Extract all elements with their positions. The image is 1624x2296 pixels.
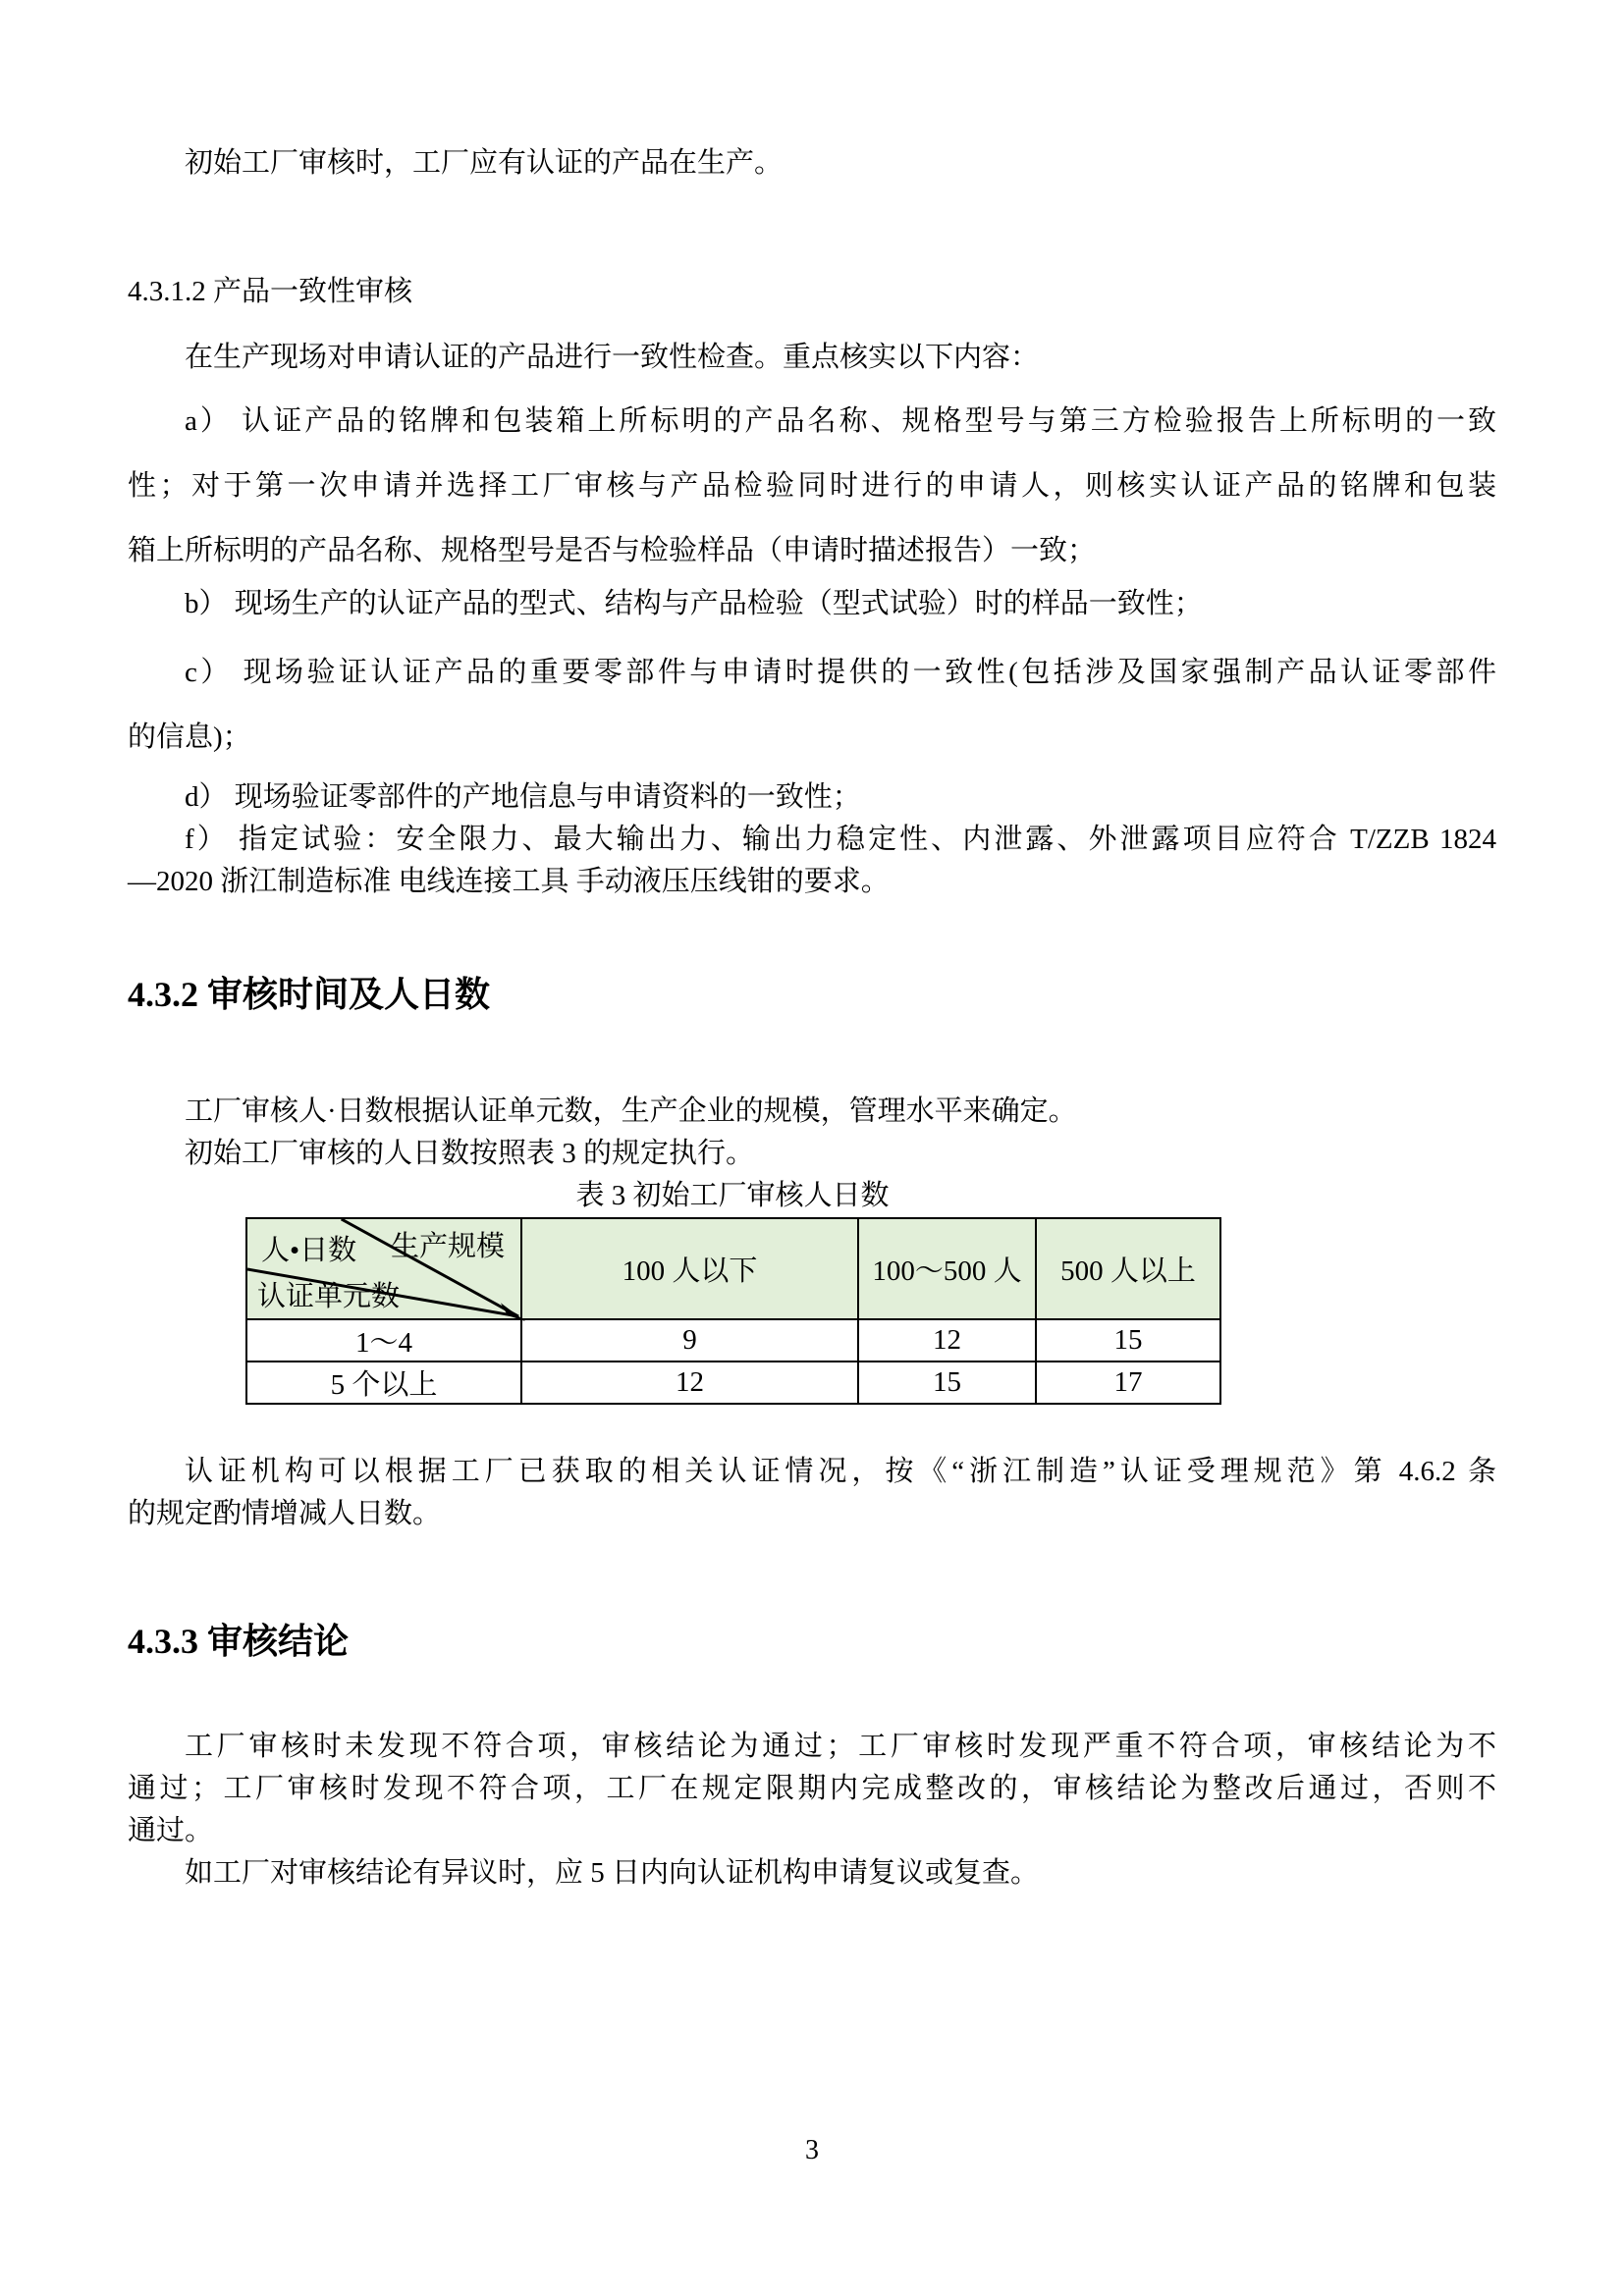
table-row (246, 1319, 1220, 1362)
paragraph-line: 如工厂对审核结论有异议时，应 5 日内向认证机构申请复议或复查。 (185, 1857, 1040, 1889)
column-header: 500 人以上 (1036, 1218, 1220, 1319)
table-cell: 12 (521, 1362, 858, 1404)
section-heading-4-3-1-2: 4.3.1.2 产品一致性审核 (128, 276, 413, 307)
paragraph-item-b: b） 现场生产的认证产品的型式、结构与产品检验（型式试验）时的样品一致性； (185, 588, 1203, 619)
paragraph-line: 工厂审核人·日数根据认证单元数，生产企业的规模，管理水平来确定。 (185, 1095, 1077, 1127)
table-caption: 表 3 初始工厂审核人日数 (575, 1180, 890, 1211)
paragraph-line: 通过。 (128, 1815, 214, 1846)
paragraph-line: f） 指定试验：安全限力、最大输出力、输出力稳定性、内泄露、外泄露项目应符合 T/ZZB 1824 (185, 824, 1496, 855)
section-heading-4-3-3: 4.3.3 审核结论 (128, 1622, 350, 1661)
paragraph-line: c） 现场验证认证产品的重要零部件与申请时提供的一致性(包括涉及国家强制产品认证零部件 (185, 657, 1496, 688)
paragraph-item-a (128, 389, 1496, 583)
table-cell: 15 (858, 1362, 1036, 1404)
table-cell: 9 (521, 1319, 858, 1362)
paragraph (128, 1726, 1496, 1895)
section-heading-4-3-2: 4.3.2 审核时间及人日数 (128, 975, 491, 1014)
paragraph-line: 性；对于第一次申请并选择工厂审核与产品检验同时进行的申请人，则核实认证产品的铭牌和包装 (128, 470, 1496, 502)
paragraph-line: 初始工厂审核的人日数按照表 3 的规定执行。 (185, 1138, 755, 1169)
paragraph-line: a） 认证产品的铭牌和包装箱上所标明的产品名称、规格型号与第三方检验报告上所标明的一致 (185, 405, 1496, 437)
paragraph-line: 的信息)； (128, 721, 251, 753)
page-number: 3 (805, 2135, 819, 2165)
paragraph-line: 认证机构可以根据工厂已获取的相关认证情况，按《“浙江制造”认证受理规范》第 4.6.2 条 (185, 1456, 1496, 1487)
audit-man-days-table (245, 1217, 1221, 1405)
table-cell: 15 (1036, 1319, 1220, 1362)
paragraph-line: 在生产现场对申请认证的产品进行一致性检查。重点核实以下内容： (185, 342, 1040, 373)
column-header: 100 人以下 (521, 1218, 858, 1319)
table-cell: 12 (858, 1319, 1036, 1362)
paragraph-line: 通过；工厂审核时发现不符合项，工厂在规定限期内完成整改的，审核结论为整改后通过，否则不 (128, 1773, 1496, 1804)
paragraph-line: —2020 浙江制造标准 电线连接工具 手动液压压线钳的要求。 (128, 866, 890, 897)
paragraph-item-c (128, 640, 1496, 770)
table-header-row (246, 1218, 1220, 1319)
diagonal-header-cell (246, 1218, 521, 1319)
corner-label-scale: 生产规模 (390, 1231, 505, 1262)
paragraph-line: 的规定酌情增减人日数。 (128, 1498, 442, 1529)
corner-label-cert-units: 认证单元数 (257, 1281, 401, 1312)
paragraph-line: 初始工厂审核时，工厂应有认证的产品在生产。 (185, 147, 784, 179)
column-header: 100～500 人 (858, 1218, 1036, 1319)
paragraph-item-d: d） 现场验证零部件的产地信息与申请资料的一致性； (185, 781, 861, 813)
corner-label-man-days: 人•日数 (261, 1235, 357, 1266)
paragraph-line: 工厂审核时未发现不符合项，审核结论为通过；工厂审核时发现严重不符合项，审核结论为不 (185, 1731, 1496, 1762)
table-row (246, 1362, 1220, 1404)
paragraph (128, 1451, 1496, 1535)
row-label: 5 个以上 (246, 1362, 521, 1404)
table-cell: 17 (1036, 1362, 1220, 1404)
row-label: 1～4 (246, 1319, 521, 1362)
paragraph-item-f (128, 819, 1496, 903)
paragraph-line: 箱上所标明的产品名称、规格型号是否与检验样品（申请时描述报告）一致； (128, 535, 1097, 566)
